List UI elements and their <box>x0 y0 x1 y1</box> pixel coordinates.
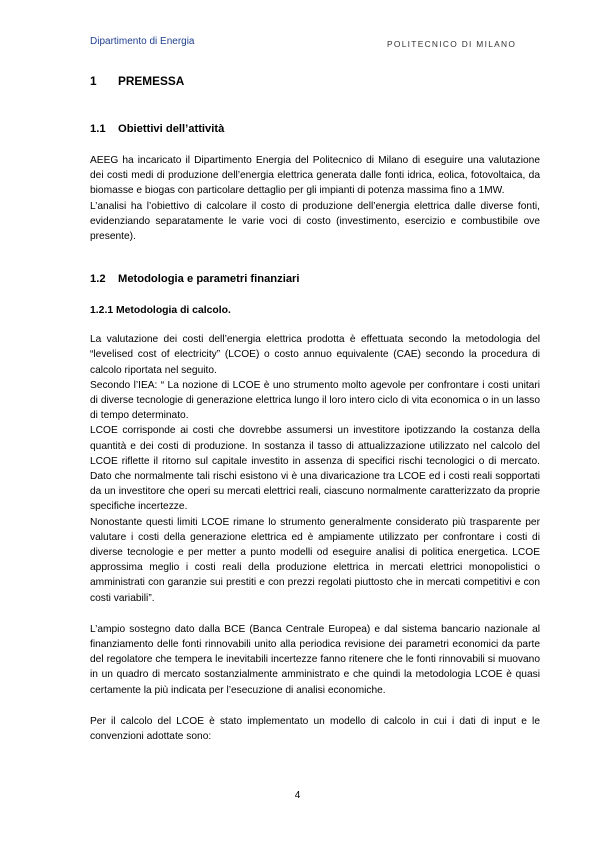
section-title: PREMESSA <box>118 74 185 88</box>
section-title: Obiettivi dell’attività <box>118 123 225 135</box>
paragraph: L’analisi ha l’obiettivo di calcolare il costo di produzione dell’energia elettrica dalle diverse fonti, evidenziando separatamente le varie voci di costo (investimento, esercizio e combustibile ove presente). <box>90 200 540 243</box>
section-heading-1-1 <box>90 121 540 137</box>
subsection-heading-1-2-1: 1.2.1 Metodologia di calcolo. <box>90 305 231 317</box>
section-heading-1 <box>90 68 540 94</box>
paragraph: L’ampio sostegno dato dalla BCE (Banca Centrale Europea) e dal sistema bancario nazionale al finanziamento delle fonti rinnovabili unito alla periodica revisione dei parametri economici da parte del regolatore che tempera le inevitabili incertezze fanno ritenere che le fonti rinnovabili si muovano in un quadro di mercato sostanzialmente amministrato e che quindi la metodologia LCOE è quasi certamente la più indicata per l’esecuzione di analisi economiche. <box>90 623 540 696</box>
section-title: Metodologia e parametri finanziari <box>118 273 300 286</box>
header-department: Dipartimento di Energia <box>90 36 195 47</box>
paragraph: AEEG ha incaricato il Dipartimento Energia del Politecnico di Milano di eseguire una valutazione dei costi medi di produzione dell’energia elettrica generata dalle fonti idrica, eolica, fotovoltaica, da biomasse e biogas con particolare dettaglio per gli impianti di potenza massima fino a 1MW. <box>90 155 540 197</box>
paragraph: La valutazione dei costi dell’energia elettrica prodotta è effettuata secondo la metodologia del “levelised cost of electricity” (LCOE) o costo annuo equivalente (CAE) secondo la procedura di calcolo riportata nel seguito. <box>90 334 540 376</box>
paragraph: Nonostante questi limiti LCOE rimane lo strumento generalmente considerato più trasparente per valutare i costi della generazione elettrica ed è ampiamente utilizzato per confrontare i costi di diverse tecnologie e per metter a punto modelli od eseguire analisi di politica energetica. LCOE approssima meglio i costi reali della produzione elettrica in mercati elettrici monopolistici o amministrati con garanzie sui prestiti e con prezzi regolati piuttosto che in mercati competitivi e con costi variabili”. <box>90 516 540 604</box>
paragraph: Secondo l’IEA: “ La nozione di LCOE è uno strumento molto agevole per confrontare i costi unitari di diverse tecnologie di generazione elettrica lungo il loro intero ciclo di vita economica o in un lasso di tempo determinato. <box>90 379 540 422</box>
page-number: 4 <box>294 790 301 801</box>
document-body <box>90 62 540 744</box>
header-institution: POLITECNICO DI MILANO <box>387 39 517 49</box>
section-number: 1.1 <box>90 123 106 135</box>
paragraph: Per il calcolo del LCOE è stato implementato un modello di calcolo in cui i dati di input e le convenzioni adottate sono: <box>90 715 540 743</box>
section-heading-1-2 <box>90 271 540 287</box>
section-number: 1 <box>90 74 97 88</box>
paragraph: LCOE corrisponde ai costi che dovrebbe assumersi un investitore ipotizzando la costanza della quantità e dei costi di produzione. In sostanza il tasso di attualizzazione utilizzato nel calcolo del LCOE riflette il ritorno sul capitale investito in assenza di specifici rischi tecnologici o di mercato. Dato che normalmente tali rischi esistono vi è una divaricazione tra LCOE ed i costi reali sopportati da un investitore che operi su mercati elettrici reali, ciascuno normalmente caratterizzato da proprie specifiche incertezze. <box>90 425 540 513</box>
section-number: 1.2 <box>90 273 106 286</box>
